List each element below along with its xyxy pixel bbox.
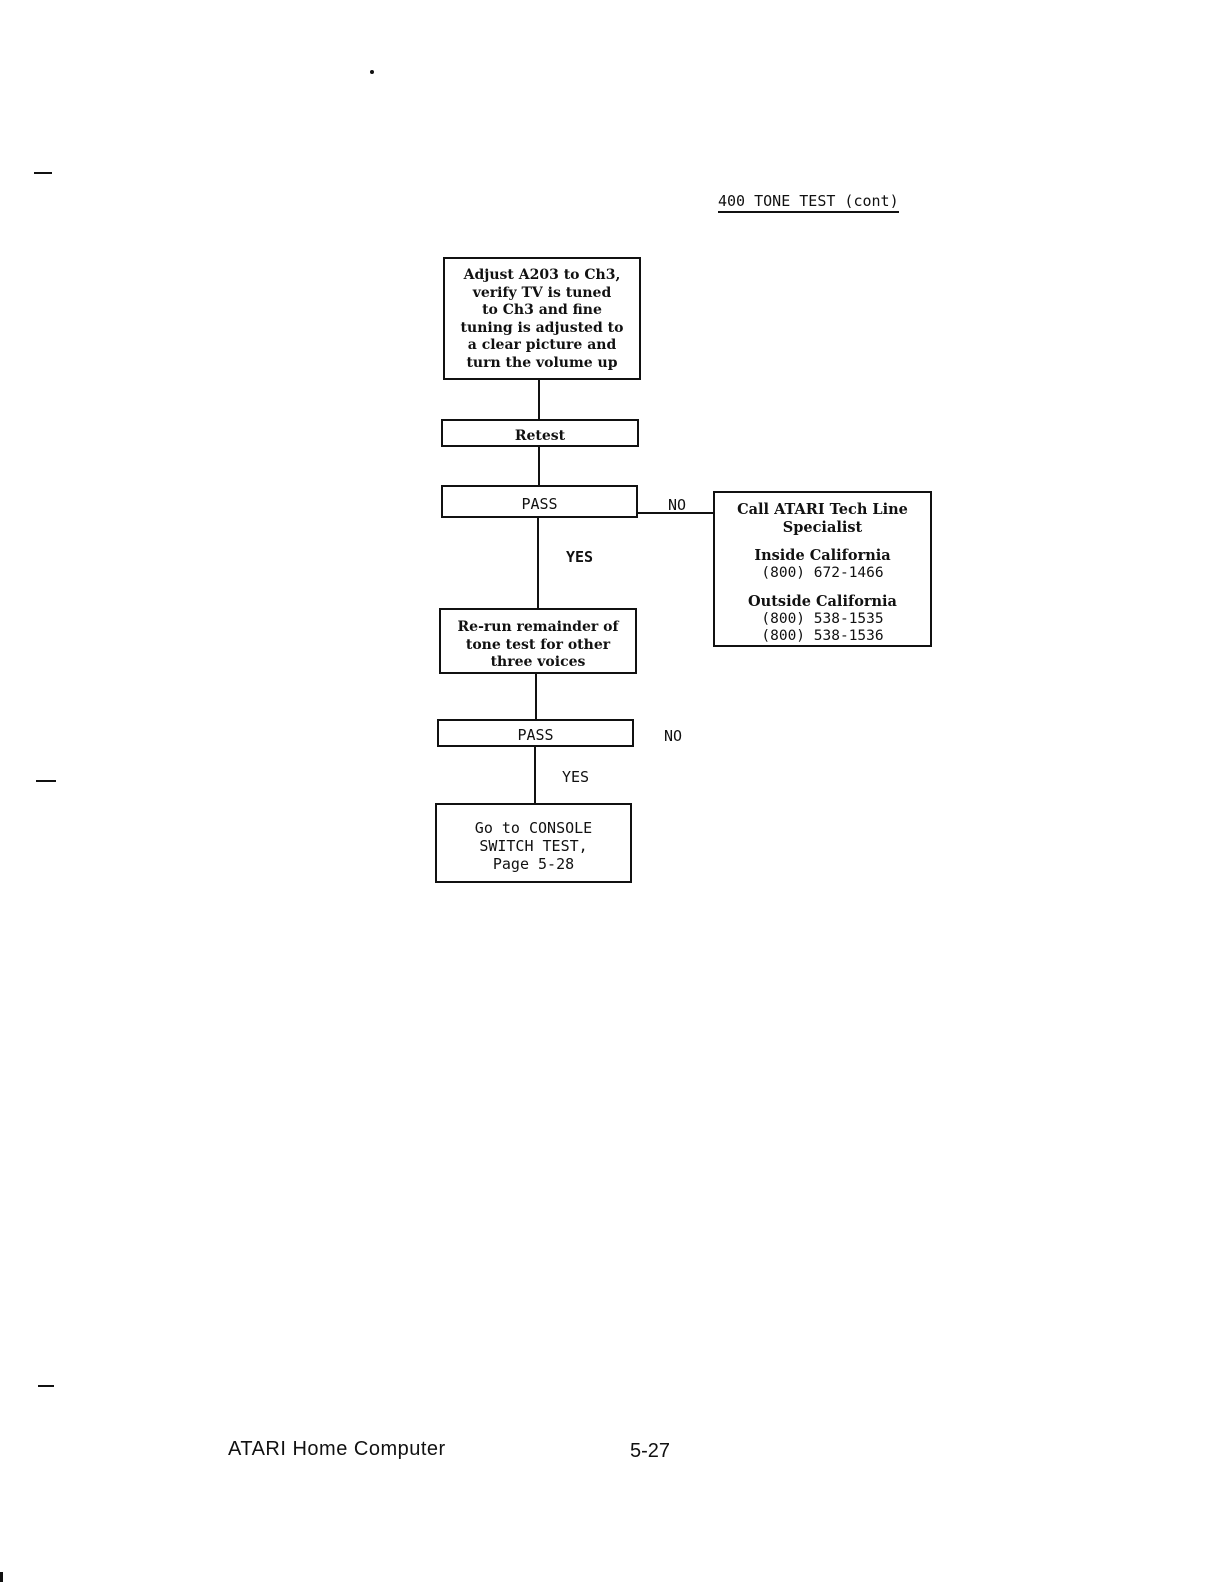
inside-california-label: Inside California (754, 547, 891, 564)
yes-label-1 (566, 548, 593, 566)
rerun-step-box (439, 608, 637, 674)
connector (538, 379, 540, 420)
goto-line: SWITCH TEST, (479, 837, 588, 855)
rerun-step-line: Re-run remainder of (457, 619, 619, 635)
retest-label: Retest (514, 428, 566, 444)
yes-label-2 (562, 768, 589, 786)
call-tech-line-box (713, 491, 932, 647)
page-header-text: 400 TONE TEST (cont) (718, 192, 899, 210)
adjust-step-line: a clear picture and (467, 337, 617, 353)
adjust-step-line: Adjust A203 to Ch3, (463, 267, 621, 283)
page-number (630, 1440, 670, 1463)
scan-mark (370, 70, 374, 74)
call-title-line: Call ATARI Tech Line (737, 501, 908, 518)
outside-california-label: Outside California (748, 593, 897, 610)
pass-label-1: PASS (521, 495, 558, 513)
scan-mark (38, 1385, 54, 1387)
goto-line: Go to CONSOLE (474, 819, 593, 837)
call-title-line: Specialist (782, 518, 863, 536)
connector (534, 746, 536, 804)
yes-label-2-text: YES (562, 768, 590, 786)
yes-label-1-text: YES (566, 548, 594, 566)
page-header (718, 192, 899, 213)
inside-california-phone: (800) 672-1466 (761, 564, 884, 581)
adjust-step-line: tuning is adjusted to (460, 319, 624, 336)
scan-mark (36, 780, 56, 782)
footer-title (228, 1438, 446, 1461)
connector (535, 673, 537, 720)
no-label-2-text: NO (664, 727, 683, 745)
goto-line: Page 5-28 (492, 855, 575, 873)
pass-decision-2 (437, 719, 634, 747)
rerun-step-line: tone test for other (465, 636, 611, 653)
connector (537, 517, 539, 609)
scan-mark (0, 1572, 3, 1582)
outside-california-phone: (800) 538-1536 (761, 628, 884, 644)
adjust-step-line: verify TV is tuned (472, 284, 612, 301)
scan-mark (34, 172, 52, 174)
outside-california-phone: (800) 538-1535 (761, 610, 884, 627)
retest-box (441, 419, 639, 447)
connector (538, 446, 540, 486)
pass-label-2: PASS (517, 726, 554, 744)
adjust-step-line: turn the volume up (466, 354, 618, 371)
no-label-2 (664, 727, 682, 745)
adjust-step-box (443, 257, 641, 380)
adjust-step-line: to Ch3 and fine (482, 302, 602, 318)
footer-title-text: ATARI Home Computer (228, 1438, 446, 1460)
page-number-text: 5-27 (630, 1440, 671, 1462)
goto-console-switch-box (435, 803, 632, 883)
no-label-1 (668, 496, 686, 514)
no-label-1-text: NO (668, 496, 687, 514)
pass-decision-1 (441, 485, 638, 518)
rerun-step-line: three voices (490, 654, 586, 670)
